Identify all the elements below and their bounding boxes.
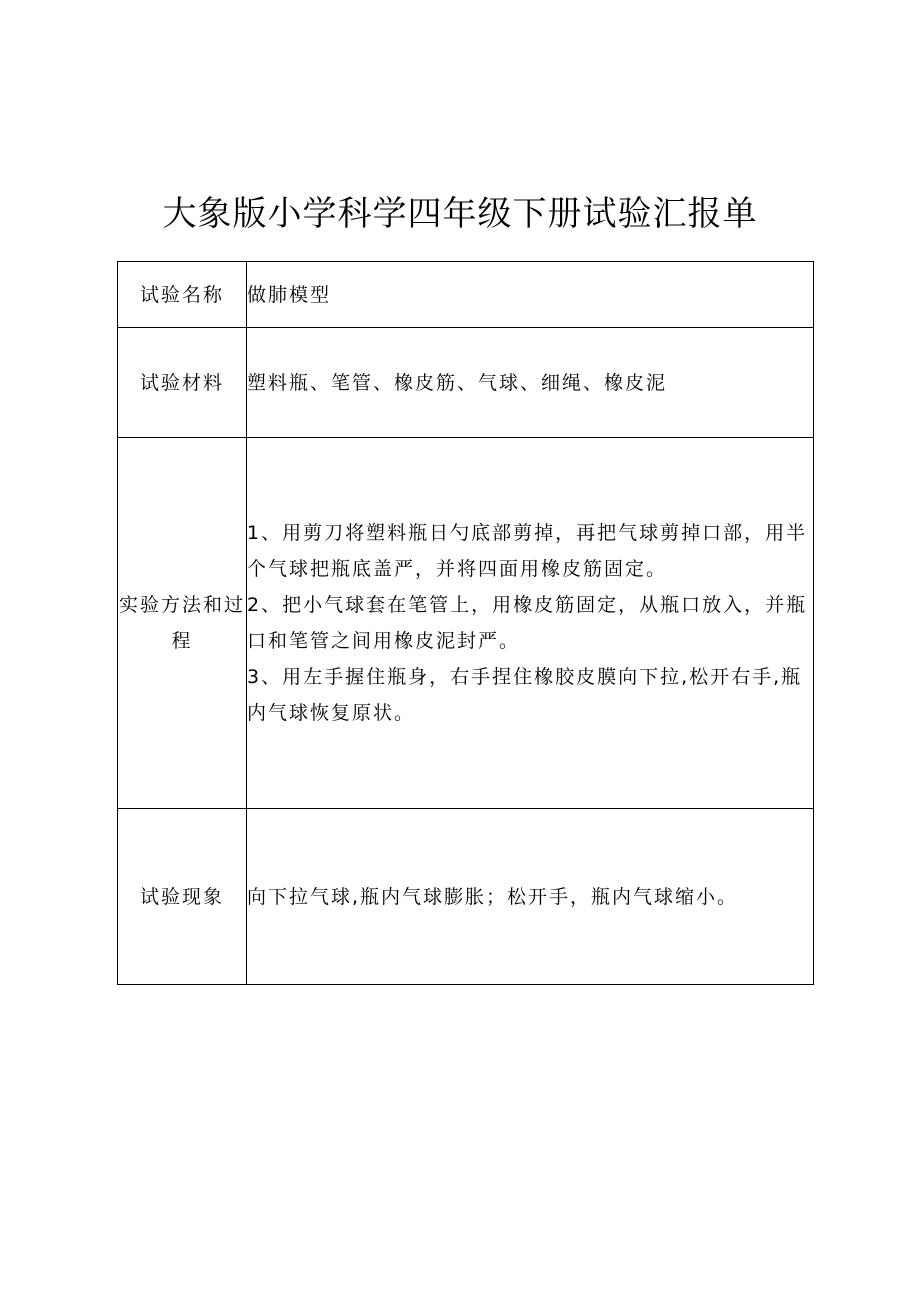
experiment-name-value: 做肺模型 (247, 262, 814, 328)
method-label: 实验方法和过程 (118, 438, 247, 809)
report-table (117, 261, 814, 985)
experiment-name-label: 试验名称 (118, 262, 247, 328)
phenomenon-value: 向下拉气球,瓶内气球膨胀；松开手，瓶内气球缩小。 (247, 809, 814, 985)
method-step-3: 3、用左手握住瓶身，右手捏住橡胶皮膜向下拉,松开右手,瓶内气球恢复原状。 (247, 666, 803, 724)
method-step-1: 1、用剪刀将塑料瓶日勺底部剪掉，再把气球剪掉口部，用半个气球把瓶底盖严，并将四面用橡皮筋固定。 (247, 522, 808, 580)
method-steps (247, 438, 814, 809)
table-row-materials (118, 328, 814, 438)
materials-label: 试验材料 (118, 328, 247, 438)
phenomenon-label: 试验现象 (118, 809, 247, 985)
materials-value: 塑料瓶、笔管、橡皮筋、气球、细绳、橡皮泥 (247, 328, 814, 438)
page-title: 大象版小学科学四年级下册试验汇报单 (162, 194, 758, 234)
table-row-method (118, 438, 814, 809)
table-row-experiment-name (118, 262, 814, 328)
method-step-2: 2、把小气球套在笔管上，用橡皮筋固定，从瓶口放入，并瓶口和笔管之间用橡皮泥封严。 (247, 594, 808, 652)
table-row-phenomenon (118, 809, 814, 985)
